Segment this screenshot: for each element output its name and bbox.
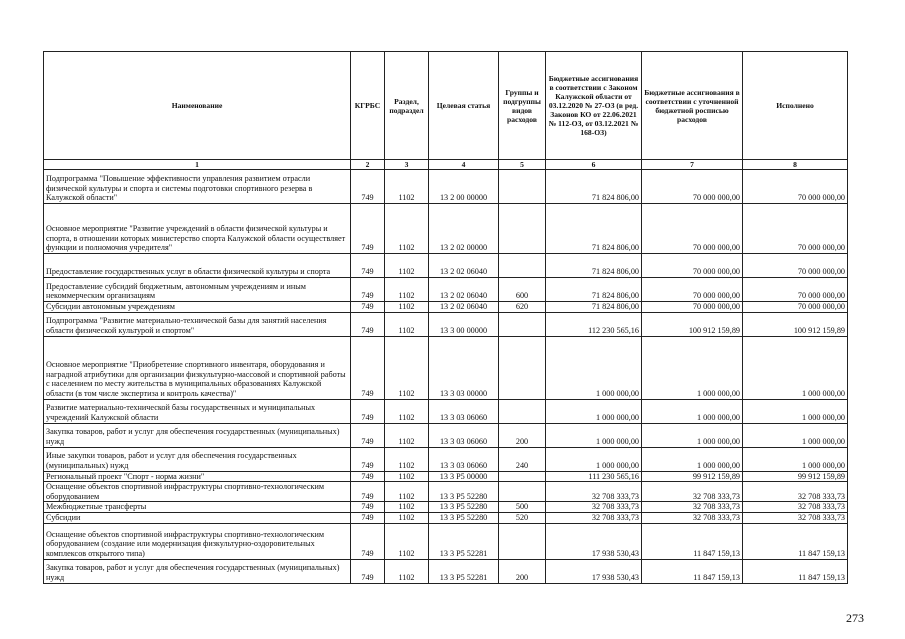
row-executed-amount: 1 000 000,00 <box>743 447 848 471</box>
row-refined-amount: 32 708 333,73 <box>642 502 743 513</box>
row-group: 240 <box>499 447 546 471</box>
row-refined-amount: 32 708 333,73 <box>642 512 743 523</box>
row-executed-amount: 100 912 159,89 <box>743 312 848 336</box>
row-section: 1102 <box>385 254 429 278</box>
col-number: 6 <box>546 160 642 170</box>
row-group: 500 <box>499 502 546 513</box>
row-target: 13 2 00 00000 <box>429 170 499 204</box>
row-name: Подпрограмма "Развитие материально-технической базы для занятий населения области физической культурой и спортом" <box>44 312 351 336</box>
row-name: Предоставление государственных услуг в области физической культуры и спорта <box>44 254 351 278</box>
row-refined-amount: 1 000 000,00 <box>642 423 743 447</box>
row-group: 600 <box>499 278 546 302</box>
row-law-amount: 32 708 333,73 <box>546 482 642 502</box>
table-row <box>44 399 848 423</box>
row-law-amount: 71 824 806,00 <box>546 302 642 313</box>
row-section: 1102 <box>385 559 429 583</box>
row-name: Основное мероприятие "Приобретение спортивного инвентаря, оборудования и наградной атрибутики для организации физкультурно-массовой и спортивной работы с населением по месту жительства в муниципальных образованиях Калужской области (в том числе экспертиза и контроль качества)" <box>44 336 351 399</box>
row-refined-amount: 11 847 159,13 <box>642 559 743 583</box>
row-target: 13 3 03 06060 <box>429 423 499 447</box>
table-row <box>44 312 848 336</box>
row-law-amount: 1 000 000,00 <box>546 336 642 399</box>
row-kgrbs: 749 <box>351 523 385 559</box>
row-group <box>499 254 546 278</box>
row-law-amount: 17 938 530,43 <box>546 523 642 559</box>
row-group <box>499 523 546 559</box>
row-law-amount: 71 824 806,00 <box>546 254 642 278</box>
row-group <box>499 471 546 482</box>
row-law-amount: 32 708 333,73 <box>546 512 642 523</box>
row-kgrbs: 749 <box>351 336 385 399</box>
row-refined-amount: 1 000 000,00 <box>642 336 743 399</box>
row-section: 1102 <box>385 278 429 302</box>
row-group <box>499 170 546 204</box>
row-executed-amount: 11 847 159,13 <box>743 523 848 559</box>
table-row <box>44 423 848 447</box>
row-target: 13 2 02 06040 <box>429 254 499 278</box>
row-kgrbs: 749 <box>351 559 385 583</box>
table-row <box>44 254 848 278</box>
table-row <box>44 512 848 523</box>
header-law-budget: Бюджетные ассигнования в соответствии с Законом Калужской области от 03.12.2020 № 27-ОЗ (в ред. Законов КО от 22.06.2021 № 112-ОЗ, от 03.12.2021 № 168-ОЗ) <box>546 52 642 160</box>
row-kgrbs: 749 <box>351 170 385 204</box>
row-kgrbs: 749 <box>351 423 385 447</box>
header-target: Целевая статья <box>429 52 499 160</box>
row-target: 13 3 P5 52280 <box>429 502 499 513</box>
row-kgrbs: 749 <box>351 302 385 313</box>
row-executed-amount: 70 000 000,00 <box>743 204 848 254</box>
row-name: Субсидии <box>44 512 351 523</box>
row-group <box>499 336 546 399</box>
row-name: Закупка товаров, работ и услуг для обеспечения государственных (муниципальных) нужд <box>44 559 351 583</box>
row-target: 13 3 P5 52280 <box>429 482 499 502</box>
row-section: 1102 <box>385 523 429 559</box>
row-executed-amount: 70 000 000,00 <box>743 254 848 278</box>
col-number: 7 <box>642 160 743 170</box>
row-target: 13 3 P5 00000 <box>429 471 499 482</box>
row-refined-amount: 99 912 159,89 <box>642 471 743 482</box>
row-law-amount: 1 000 000,00 <box>546 447 642 471</box>
row-target: 13 3 03 06060 <box>429 399 499 423</box>
row-executed-amount: 1 000 000,00 <box>743 399 848 423</box>
page-number: 273 <box>846 611 864 625</box>
col-number: 5 <box>499 160 546 170</box>
row-executed-amount: 70 000 000,00 <box>743 302 848 313</box>
row-target: 13 3 03 00000 <box>429 336 499 399</box>
row-kgrbs: 749 <box>351 502 385 513</box>
row-group <box>499 312 546 336</box>
row-executed-amount: 99 912 159,89 <box>743 471 848 482</box>
row-section: 1102 <box>385 170 429 204</box>
row-refined-amount: 70 000 000,00 <box>642 204 743 254</box>
col-number: 2 <box>351 160 385 170</box>
row-section: 1102 <box>385 399 429 423</box>
row-executed-amount: 32 708 333,73 <box>743 502 848 513</box>
row-section: 1102 <box>385 482 429 502</box>
row-name: Межбюджетные трансферты <box>44 502 351 513</box>
row-kgrbs: 749 <box>351 312 385 336</box>
row-target: 13 2 02 00000 <box>429 204 499 254</box>
row-name: Развитие материально-технической базы государственных и муниципальных учреждений Калужской области <box>44 399 351 423</box>
row-section: 1102 <box>385 302 429 313</box>
row-kgrbs: 749 <box>351 399 385 423</box>
row-group <box>499 399 546 423</box>
row-law-amount: 111 230 565,16 <box>546 471 642 482</box>
row-executed-amount: 70 000 000,00 <box>743 278 848 302</box>
row-law-amount: 71 824 806,00 <box>546 204 642 254</box>
row-target: 13 3 P5 52280 <box>429 512 499 523</box>
row-group: 200 <box>499 423 546 447</box>
row-target: 13 3 03 06060 <box>429 447 499 471</box>
table-row <box>44 523 848 559</box>
row-group <box>499 204 546 254</box>
table-row <box>44 471 848 482</box>
budget-table <box>43 51 848 584</box>
row-section: 1102 <box>385 471 429 482</box>
table-row <box>44 482 848 502</box>
table-row <box>44 559 848 583</box>
row-law-amount: 1 000 000,00 <box>546 423 642 447</box>
row-refined-amount: 70 000 000,00 <box>642 170 743 204</box>
row-group: 620 <box>499 302 546 313</box>
row-name: Оснащение объектов спортивной инфраструктуры спортивно-технологическим оборудованием (создание или модернизация физкультурно-оздоровительных комплексов открытого типа) <box>44 523 351 559</box>
row-name: Иные закупки товаров, работ и услуг для обеспечения государственных (муниципальных) нужд <box>44 447 351 471</box>
row-name: Субсидии автономным учреждениям <box>44 302 351 313</box>
row-executed-amount: 32 708 333,73 <box>743 482 848 502</box>
row-refined-amount: 1 000 000,00 <box>642 399 743 423</box>
row-refined-amount: 11 847 159,13 <box>642 523 743 559</box>
row-law-amount: 112 230 565,16 <box>546 312 642 336</box>
table-row <box>44 302 848 313</box>
row-group <box>499 482 546 502</box>
row-target: 13 2 02 06040 <box>429 302 499 313</box>
row-executed-amount: 1 000 000,00 <box>743 423 848 447</box>
row-section: 1102 <box>385 312 429 336</box>
row-kgrbs: 749 <box>351 512 385 523</box>
row-kgrbs: 749 <box>351 254 385 278</box>
header-name: Наименование <box>44 52 351 160</box>
row-name: Региональный проект "Спорт - норма жизни" <box>44 471 351 482</box>
table-row <box>44 278 848 302</box>
row-law-amount: 71 824 806,00 <box>546 170 642 204</box>
row-law-amount: 1 000 000,00 <box>546 399 642 423</box>
row-section: 1102 <box>385 512 429 523</box>
row-executed-amount: 70 000 000,00 <box>743 170 848 204</box>
row-section: 1102 <box>385 204 429 254</box>
row-refined-amount: 1 000 000,00 <box>642 447 743 471</box>
row-refined-amount: 70 000 000,00 <box>642 302 743 313</box>
row-executed-amount: 32 708 333,73 <box>743 512 848 523</box>
row-executed-amount: 11 847 159,13 <box>743 559 848 583</box>
row-refined-amount: 70 000 000,00 <box>642 278 743 302</box>
header-groups: Группы и подгруппы видов расходов <box>499 52 546 160</box>
row-target: 13 3 00 00000 <box>429 312 499 336</box>
row-section: 1102 <box>385 423 429 447</box>
col-number: 1 <box>44 160 351 170</box>
row-law-amount: 71 824 806,00 <box>546 278 642 302</box>
header-refined-budget: Бюджетные ассигнования в соответствии с уточненной бюджетной росписью расходов <box>642 52 743 160</box>
header-executed: Исполнено <box>743 52 848 160</box>
row-kgrbs: 749 <box>351 471 385 482</box>
row-name: Закупка товаров, работ и услуг для обеспечения государственных (муниципальных) нужд <box>44 423 351 447</box>
row-name: Предоставление субсидий бюджетным, автономным учреждениям и иным некоммерческим организациям <box>44 278 351 302</box>
row-name: Основное мероприятие "Развитие учреждений в области физической культуры и спорта, в отношении которых министерство спорта Калужской области осуществляет функции и полномочия учредителя" <box>44 204 351 254</box>
row-target: 13 2 02 06040 <box>429 278 499 302</box>
table-row <box>44 336 848 399</box>
table-row <box>44 204 848 254</box>
row-kgrbs: 749 <box>351 447 385 471</box>
row-refined-amount: 100 912 159,89 <box>642 312 743 336</box>
table-row <box>44 502 848 513</box>
row-section: 1102 <box>385 502 429 513</box>
row-kgrbs: 749 <box>351 482 385 502</box>
column-number-row <box>44 160 848 170</box>
row-kgrbs: 749 <box>351 278 385 302</box>
row-law-amount: 17 938 530,43 <box>546 559 642 583</box>
row-name: Подпрограмма "Повышение эффективности управления развитием отрасли физической культуры и спорта и системы подготовки спортивного резерва в Калужской области" <box>44 170 351 204</box>
row-section: 1102 <box>385 336 429 399</box>
row-refined-amount: 70 000 000,00 <box>642 254 743 278</box>
table-row <box>44 447 848 471</box>
col-number: 8 <box>743 160 848 170</box>
row-section: 1102 <box>385 447 429 471</box>
col-number: 3 <box>385 160 429 170</box>
row-kgrbs: 749 <box>351 204 385 254</box>
header-kgrbs: КГРБС <box>351 52 385 160</box>
row-group: 200 <box>499 559 546 583</box>
row-law-amount: 32 708 333,73 <box>546 502 642 513</box>
row-name: Оснащение объектов спортивной инфраструктуры спортивно-технологическим оборудованием <box>44 482 351 502</box>
row-group: 520 <box>499 512 546 523</box>
col-number: 4 <box>429 160 499 170</box>
header-section: Раздел, подраздел <box>385 52 429 160</box>
row-target: 13 3 P5 52281 <box>429 559 499 583</box>
row-target: 13 3 P5 52281 <box>429 523 499 559</box>
row-executed-amount: 1 000 000,00 <box>743 336 848 399</box>
table-row <box>44 170 848 204</box>
row-refined-amount: 32 708 333,73 <box>642 482 743 502</box>
table-header-row <box>44 52 848 160</box>
